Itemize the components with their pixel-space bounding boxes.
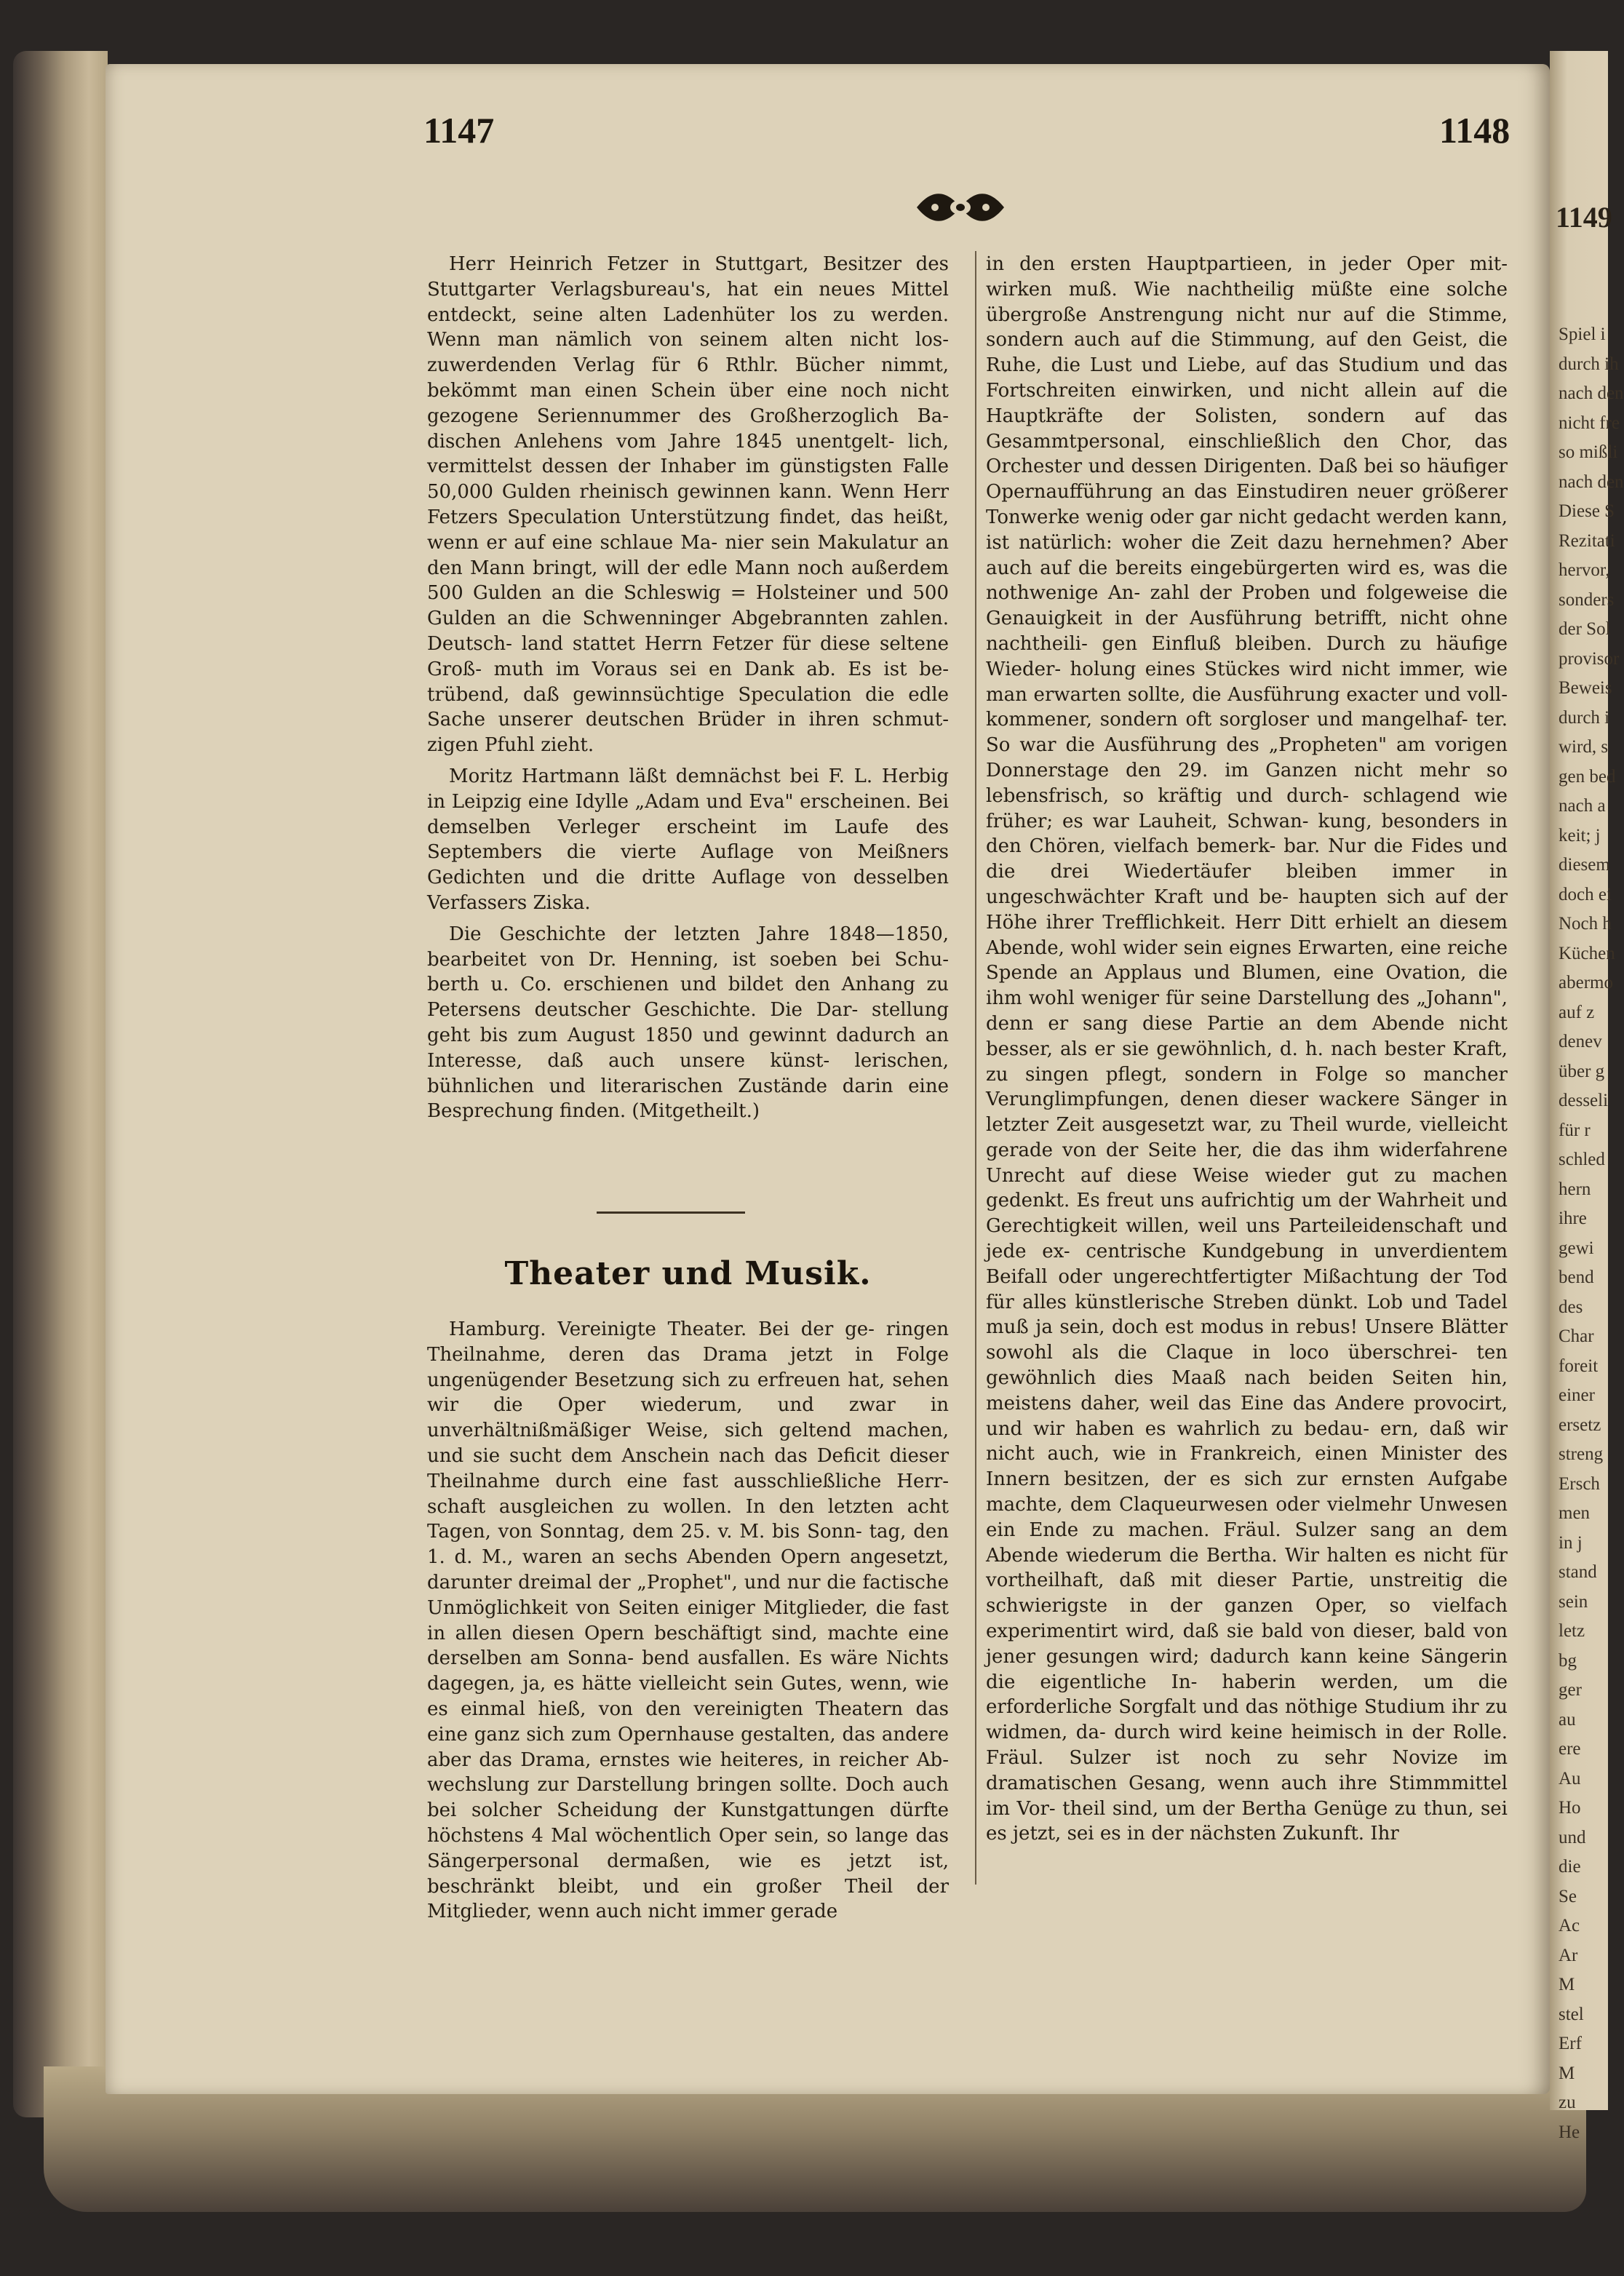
next-page-text-fragments: Spiel i durch ih nach den nicht fre so mißli nach den Diese S Rezitati hervor, sonders der Sol provisor Beweis durch i wird, s gen bed nach a keit; j diesem doch ei Noch h Küchen abermo auf z denev über g desseli für r schled hern ihre gewi bend des Char foreit einer ersetz streng Ersch men in j stand sein letz bg ger au ere Au Ho und die Se Ac Ar M stel Erf M zu He <box>1559 325 1624 2142</box>
next-page-strip <box>1550 51 1624 2142</box>
section-divider-rule <box>597 1211 745 1214</box>
left-column-theater <box>427 1317 949 1925</box>
book-page-edges-left <box>13 51 108 2117</box>
header-ornament-icon <box>909 186 1011 229</box>
section-title: Theater und Musik. <box>504 1255 872 1292</box>
page-number-left: 1147 <box>423 110 495 151</box>
article-fetzer: Herr Heinrich Fetzer in Stuttgart, Besitzer des Stuttgarter Verlagsbureau's, hat ein neues Mittel entdeckt, seine alten Ladenhüter los zu werden. Wenn man nämlich von seinem alten nicht los- zuwerdenden Verlag für 6 Rthlr. Bücher nimmt, bekömmt man einen Schein über eine noch nicht gezogene Seriennummer des Großherzoglich Ba- dischen Anlehens vom Jahre 1845 unentgelt- lich, vermittelst dessen der Inhaber im günstigsten Falle 50,000 Gulden rheinisch gewinnen kann. Wenn Herr Fetzers Speculation Unterstützung findet, das heißt, wenn er auf eine schlaue Ma- nier sein Makulatur an den Mann bringt, will der edle Mann noch außerdem 500 Gulden an die Schleswig = Holsteiner und 500 Gulden an die Schwenninger Abgebrannten zahlen. Deutsch- land stattet Herrn Fetzer für diese seltene Groß- muth im Voraus sei en Dank ab. Es ist be- trübend, daß gewinnsüchtige Speculation die edle Sache unserer deutschen Brüder in ihren schmut- zigen Pfuhl zieht. <box>427 253 949 757</box>
article-hartmann: Moritz Hartmann läßt demnächst bei F. L. Herbig in Leipzig eine Idylle „Adam und Eva" erscheinen. Bei demselben Verleger erscheint im Laufe des Septembers die vierte Auflage von Meißners Gedichten und die dritte Auflage von desselben Verfassers Ziska. <box>427 765 949 914</box>
left-column-news <box>427 252 949 1124</box>
article-hamburg: Hamburg. Vereinigte Theater. Bei der ge- ringen Theilnahme, deren das Drama jetzt in Folge ungenügender Besetzung sich zu erfreuen hat, sehen wir die Oper wiederum, und zwar in unverhältnißmäßiger Weise, sich geltend machen, und sie sucht dem Anschein nach das Deficit dieser Theilnahme durch eine fast ausschließliche Herr- schaft ausgleichen zu wollen. In den letzten acht Tagen, von Sonntag, dem 25. v. M. bis Sonn- tag, den 1. d. M., waren an sechs Abenden Opern angesetzt, darunter dreimal der „Prophet", und nur die factische Unmöglichkeit von Seiten einiger Mitglieder, die fast in allen diesen Opern beschäftigt sind, machte eine derselben am Sonna- bend ausfallen. Es wäre Nichts dagegen, ja, es hätte vielleicht sein Gutes, wenn, wie es einmal hieß, von den vereinigten Theatern das eine ganz sich zum Opernhause gestalten, das andere aber das Drama, ernstes wie heiteres, in reicher Ab- wechslung zur Darstellung bringen sollte. Doch auch bei solcher Scheidung der Kunstgattungen dürfte höchstens 4 Mal wöchentlich Oper sein, so lange das Sängerpersonal dermaßen, wie es jetzt ist, beschränkt bleibt, und ein großer Theil der Mitglieder, wenn auch nicht immer gerade <box>427 1318 949 1923</box>
article-hamburg-continued: in den ersten Hauptpartieen, in jeder Oper mit- wirken muß. Wie nachtheilig müßte eine solche übergroße Anstrengung nicht nur auf die Stimme, sondern auch auf die Stimmung, auf den Geist, die Ruhe, die Lust und Liebe, auf das Studium und das Fortschreiten einwirken, und nicht allein auf die Hauptkräfte der Solisten, sondern auf das Gesammtpersonal, einschließlich den Chor, das Orchester und dessen Dirigenten. Daß bei so häufiger Opernaufführung an das Einstudiren neuer größerer Tonwerke wenig oder gar nicht gedacht werden kann, ist natürlich: woher die Zeit dazu hernehmen? Aber auch auf die bereits eingebürgerten wird es, was die nothwenige An- zahl der Proben und folgeweise die Genauigkeit in der Ausführung betrifft, nicht ohne nachtheili- gen Einfluß bleiben. Durch zu häufige Wieder- holung eines Stückes wird nicht immer, wie man erwarten sollte, die Ausführung exacter und voll- kommener, sondern oft sorgloser und mangelhaf- ter. So war die Ausführung des „Propheten" am vorigen Donnerstage den 29. im Ganzen nicht mehr so lebensfrisch, so kräftig und durch- schlagend wie früher; es war Lauheit, Schwan- kung, besonders in den Chören, vielfach bemerk- bar. Nur die Fides und die drei Wiedertäufer bleiben immer in ungeschwächter Kraft und be- haupten sich auf der Höhe ihrer Trefflichkeit. Herr Ditt erhielt an diesem Abende, wohl wider sein eignes Erwarten, eine reiche Spende an Applaus und Blumen, eine Ovation, die ihm wohl weniger für seine Darstellung des „Johann", denn er sang diese Partie an dem Abende nicht besser, als er sie gewöhnlich, d. h. nach bester Kraft, zu singen pflegt, sondern in Folge so mancher Verunglimpfungen, denen dieser wackere Sänger in letzter Zeit ausgesetzt war, zu Theil wurde, vielleicht gerade von der Seite her, die das ihm widerfahrene Unrecht auf diese Weise wieder gut zu machen gedenkt. Es freut uns aufrichtig um der Wahrheit und Gerechtigkeit willen, weil uns Parteileidenschaft und jede ex- centrische Kundgebung in unverdientem Beifall oder ungerechtfertigter Mißachtung der Tod für alles künstlerische Streben dünkt. Lob und Tadel muß ja sein, doch est modus in rebus! Unsere Blätter sowohl als die Claque in loco überschrei- ten gewöhnlich dies Maaß nach beiden Seiten hin, meistens daher, weil das Eine das Andere provocirt, und wir haben es wahrlich zu bedau- ern, daß wir nicht auch, wie in Frankreich, einen Minister des Innern besitzen, der es sich zur ernsten Aufgabe machte, dem Claqueurwesen oder vielmehr Unwesen ein Ende zu machen. Fräul. Sulzer sang an dem Abende wiederum die Bertha. Wir halten es nicht für vortheilhaft, daß mit dieser Partie, unstreitig die schwierigste in der ganzen Oper, so vielfach experimentirt wird, daß sie bald von dieser, bald von jener gesungen wird; dadurch kann keine Sängerin die eigentliche In- haberin werden, um die erforderliche Sorgfalt und das nöthige Studium ihr zu widmen, da- durch wird keine heimisch in der Rolle. Fräul. Sulzer ist noch zu sehr Novize im dramatischen Gesang, wenn auch ihre Stimmmittel im Vor- theil sind, um der Bertha Genüge zu thun, sei es jetzt, sei es in der nächsten Zukunft. Ihr <box>986 253 1508 1845</box>
column-divider-rule <box>975 251 976 1885</box>
right-column <box>986 252 1508 1847</box>
article-geschichte: Die Geschichte der letzten Jahre 1848—1850, bearbeitet von Dr. Henning, ist soeben bei Schu- berth u. Co. erschienen und bildet den Anhang zu Petersens deutscher Geschichte. Die Dar- stellung geht bis zum August 1850 und gewinnt dadurch an Interesse, daß auch unsere künst- lerischen, bühnlichen und literarischen Zustände darin eine Besprechung finden. (Mitgetheilt.) <box>427 923 949 1123</box>
page-number-right: 1148 <box>1439 110 1510 151</box>
next-page-number: 1149 <box>1556 201 1612 234</box>
